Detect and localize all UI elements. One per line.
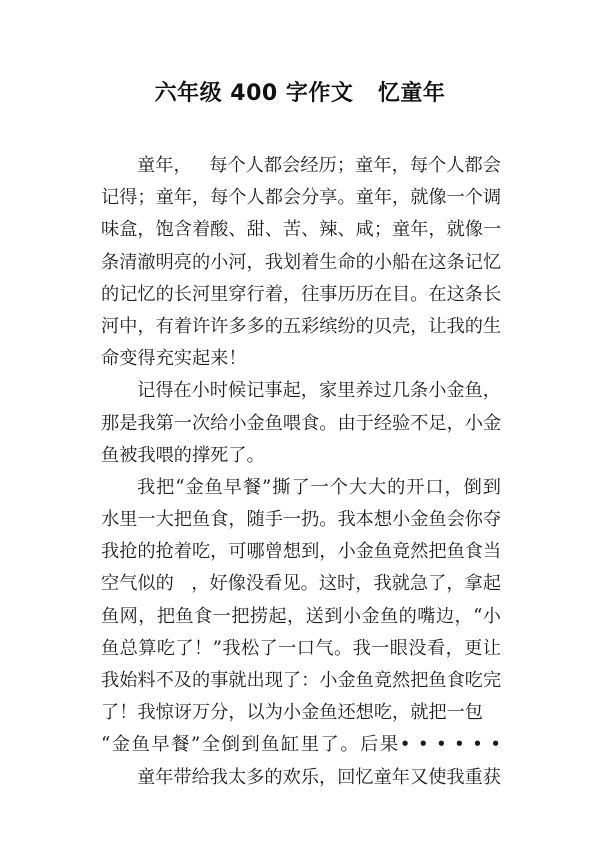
text-line: 鱼总算吃了！”我松了一口气。我一眼没看，更让 bbox=[101, 637, 501, 659]
text-line: 河中，有着许许多多的五彩缤纷的贝壳，让我的生 bbox=[101, 315, 502, 337]
text-line: “金鱼早餐”全倒到鱼缸里了。后果• • • • • • bbox=[101, 734, 501, 756]
text-line: 条清澈明亮的小河，我划着生命的小船在这条记忆 bbox=[101, 251, 502, 273]
essay-body bbox=[101, 150, 501, 794]
text-line: 鱼被我喂的撑死了。 bbox=[101, 444, 265, 466]
text-line: 空气似的 ，好像没看见。这时，我就急了，拿起 bbox=[101, 573, 501, 595]
text-line: 我始料不及的事就出现了：小金鱼竟然把鱼食吃完 bbox=[101, 670, 502, 691]
text-line: 童年带给我太多的欢乐，回忆童年又使我重获 bbox=[137, 766, 501, 788]
document-title: 六年级 400 字作文 忆童年 bbox=[154, 81, 446, 106]
text-line: 记得；童年，每个人都会分享。童年，就像一个调 bbox=[101, 187, 502, 209]
text-line: 那是我第一次给小金鱼喂食。由于经验不足，小金 bbox=[101, 412, 502, 434]
text-line: 记得在小时候记事起，家里养过几条小金鱼， bbox=[137, 380, 501, 402]
text-line: 我把“金鱼早餐”撕了一个大大的开口，倒到 bbox=[137, 476, 501, 498]
text-line: 鱼网，把鱼食一把捞起，送到小金鱼的嘴边，“小 bbox=[101, 605, 501, 627]
text-line: 了！我惊讶万分，以为小金鱼还想吃，就把一包 bbox=[101, 702, 483, 724]
text-line: 童年， 每个人都会经历；童年，每个人都会 bbox=[137, 155, 501, 176]
text-line: 水里一大把鱼食，随手一扔。我本想小金鱼会你夺 bbox=[101, 509, 502, 531]
text-line: 命变得充实起来！ bbox=[101, 348, 247, 370]
text-line: 我抢的抢着吃，可哪曾想到，小金鱼竟然把鱼食当 bbox=[101, 541, 502, 563]
text-line: 味盒，饱含着酸、甜、苦、辣、咸；童年，就像一 bbox=[101, 219, 502, 241]
text-line: 的记忆的长河里穿行着，往事历历在目。在这条长 bbox=[101, 283, 502, 305]
